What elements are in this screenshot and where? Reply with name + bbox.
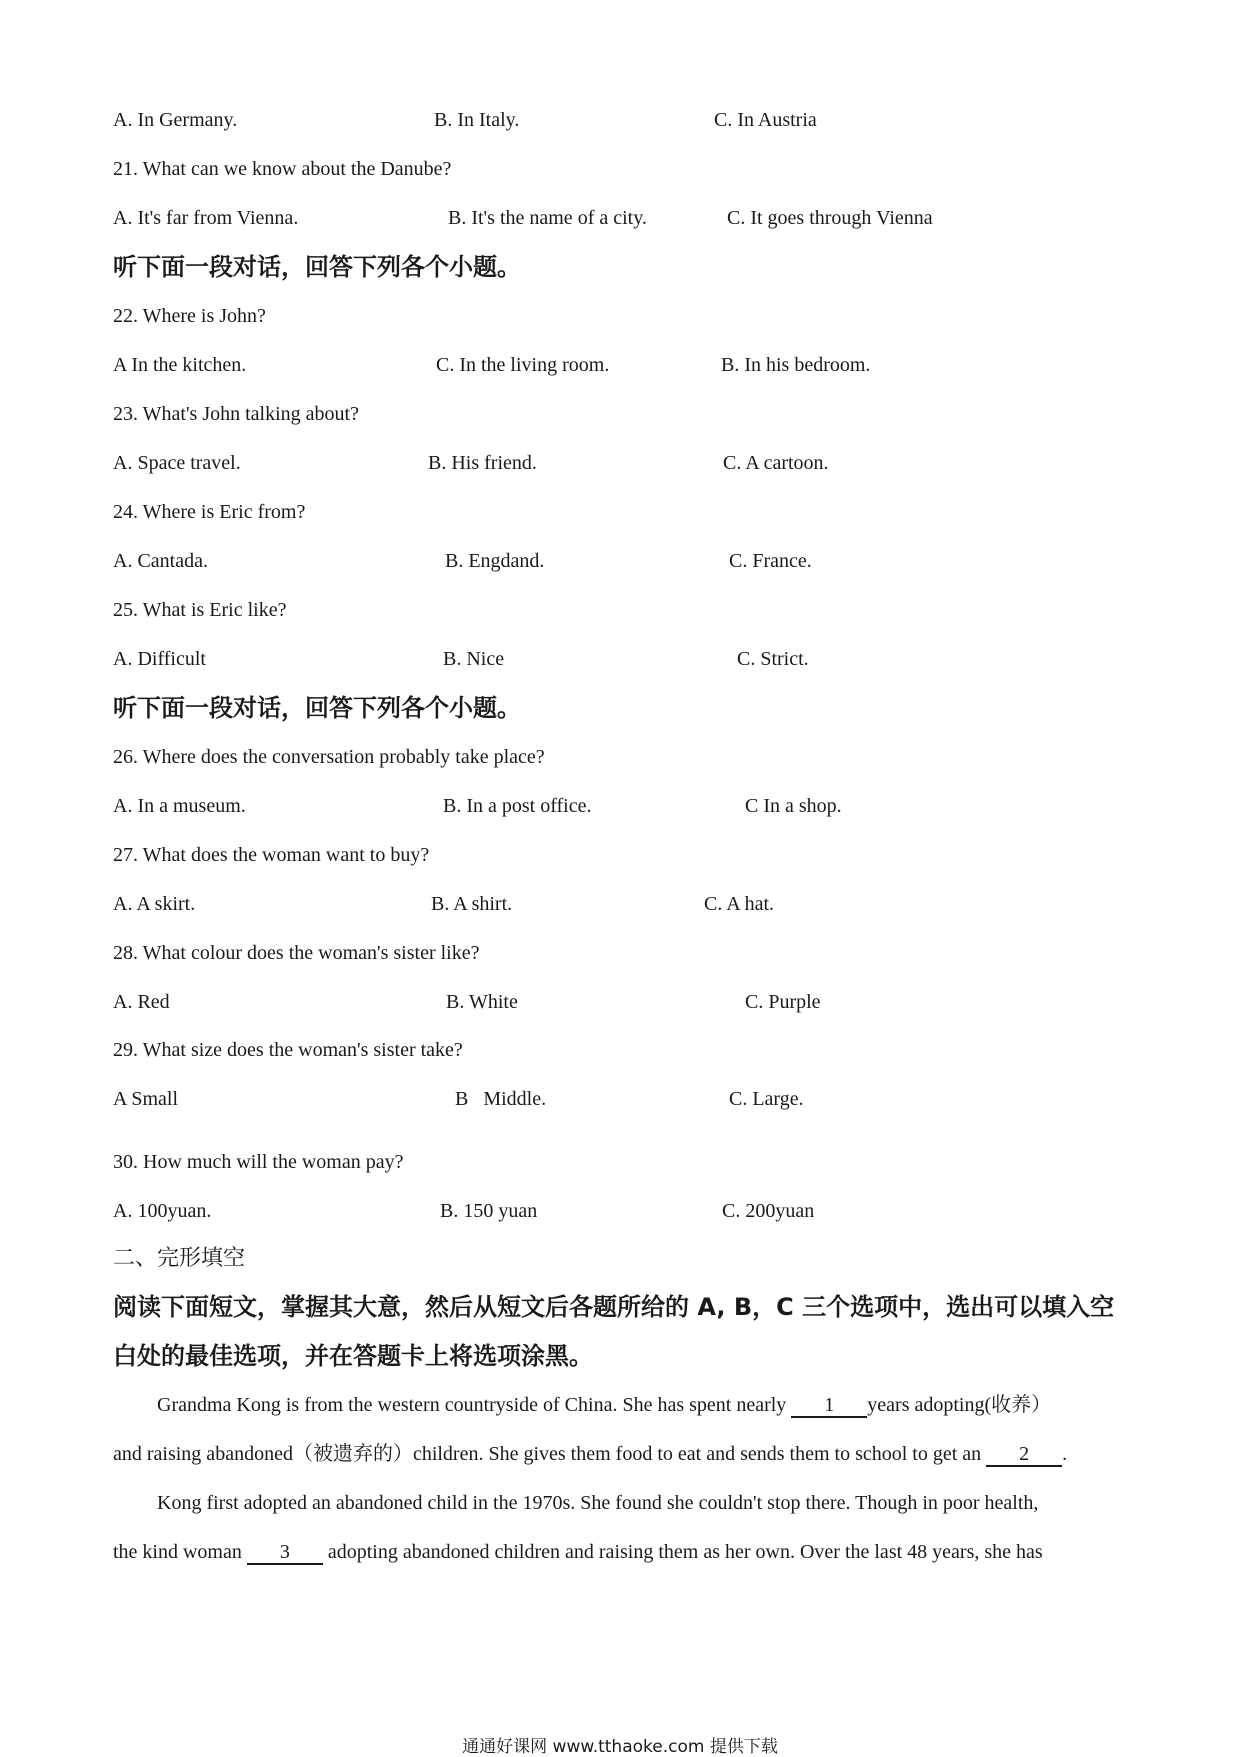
q27-option-b: B. A shirt.	[431, 893, 513, 915]
dialogue-heading-1: 听下面一段对话，回答下列各个小题。	[113, 253, 521, 281]
blank-1: 1	[791, 1394, 867, 1418]
q24-option-c: C. France.	[729, 550, 812, 572]
q21-option-b: B. It's the name of a city.	[448, 207, 647, 229]
section-title: 二、完形填空	[113, 1246, 246, 1271]
passage-text: the kind woman	[113, 1541, 247, 1563]
q29-option-b: B Middle.	[455, 1088, 547, 1110]
blank-2: 2	[986, 1443, 1062, 1467]
dialogue-heading-2: 听下面一段对话，回答下列各个小题。	[113, 694, 521, 722]
q29-question: 29. What size does the woman's sister take?	[113, 1039, 463, 1061]
q22-question: 22. Where is John?	[113, 305, 266, 327]
q20-option-b: B. In Italy.	[434, 109, 520, 131]
q26-option-c: C In a shop.	[745, 795, 842, 817]
footer-source: 通通好课网 www.tthaoke.com 提供下载	[462, 1737, 778, 1757]
q27-option-c: C. A hat.	[704, 893, 775, 915]
q21-option-a: A. It's far from Vienna.	[113, 207, 299, 229]
passage-line-2	[113, 1442, 1067, 1467]
q28-question: 28. What colour does the woman's sister like?	[113, 942, 480, 964]
q21-question: 21. What can we know about the Danube?	[113, 158, 452, 180]
q24-option-b: B. Engdand.	[445, 550, 545, 572]
q30-option-c: C. 200yuan	[722, 1200, 815, 1222]
q25-question: 25. What is Eric like?	[113, 599, 287, 621]
q22-option-a: A In the kitchen.	[113, 354, 247, 376]
passage-text: years adopting(收养）	[867, 1394, 1052, 1416]
passage-text: .	[1062, 1443, 1068, 1465]
passage-text: adopting abandoned children and raising them as her own. Over the last 48 years, she has	[322, 1541, 1043, 1563]
blank-3: 3	[247, 1541, 323, 1565]
passage-line-3: Kong first adopted an abandoned child in the 1970s. She found she couldn't stop there. Though in poor health,	[157, 1492, 1039, 1514]
q20-option-c: C. In Austria	[714, 109, 817, 131]
q26-option-b: B. In a post office.	[443, 795, 592, 817]
q25-option-c: C. Strict.	[737, 648, 809, 670]
q30-option-b: B. 150 yuan	[440, 1200, 538, 1222]
q21-option-c: C. It goes through Vienna	[727, 207, 933, 229]
passage-line-4	[113, 1540, 1043, 1565]
q29-option-a: A Small	[113, 1088, 179, 1110]
q24-option-a: A. Cantada.	[113, 550, 208, 572]
q25-option-b: B. Nice	[443, 648, 505, 670]
passage-text: Grandma Kong is from the western countryside of China. She has spent nearly	[157, 1394, 792, 1416]
q28-option-b: B. White	[446, 991, 518, 1013]
q29-option-c: C. Large.	[729, 1088, 804, 1110]
q26-question: 26. Where does the conversation probably take place?	[113, 746, 545, 768]
q25-option-a: A. Difficult	[113, 648, 206, 670]
q27-option-a: A. A skirt.	[113, 893, 196, 915]
passage-text: and raising abandoned（被遗弃的）children. She gives them food to eat and sends them to school to get an	[113, 1443, 987, 1465]
section-instruction-line1: 阅读下面短文，掌握其大意，然后从短文后各题所给的 A, B，C 三个选项中，选出可以填入空	[113, 1293, 1115, 1321]
q26-option-a: A. In a museum.	[113, 795, 246, 817]
section-instruction-line2: 白处的最佳选项，并在答题卡上将选项涂黑。	[113, 1342, 593, 1370]
q23-question: 23. What's John talking about?	[113, 403, 359, 425]
q23-option-b: B. His friend.	[428, 452, 537, 474]
q20-option-a: A. In Germany.	[113, 109, 238, 131]
q30-question: 30. How much will the woman pay?	[113, 1151, 404, 1173]
q24-question: 24. Where is Eric from?	[113, 501, 306, 523]
q23-option-c: C. A cartoon.	[723, 452, 829, 474]
passage-line-1	[157, 1393, 1051, 1418]
q28-option-a: A. Red	[113, 991, 170, 1013]
q22-option-c: B. In his bedroom.	[721, 354, 871, 376]
q23-option-a: A. Space travel.	[113, 452, 241, 474]
q27-question: 27. What does the woman want to buy?	[113, 844, 430, 866]
q22-option-b: C. In the living room.	[436, 354, 610, 376]
q28-option-c: C. Purple	[745, 991, 821, 1013]
q30-option-a: A. 100yuan.	[113, 1200, 212, 1222]
